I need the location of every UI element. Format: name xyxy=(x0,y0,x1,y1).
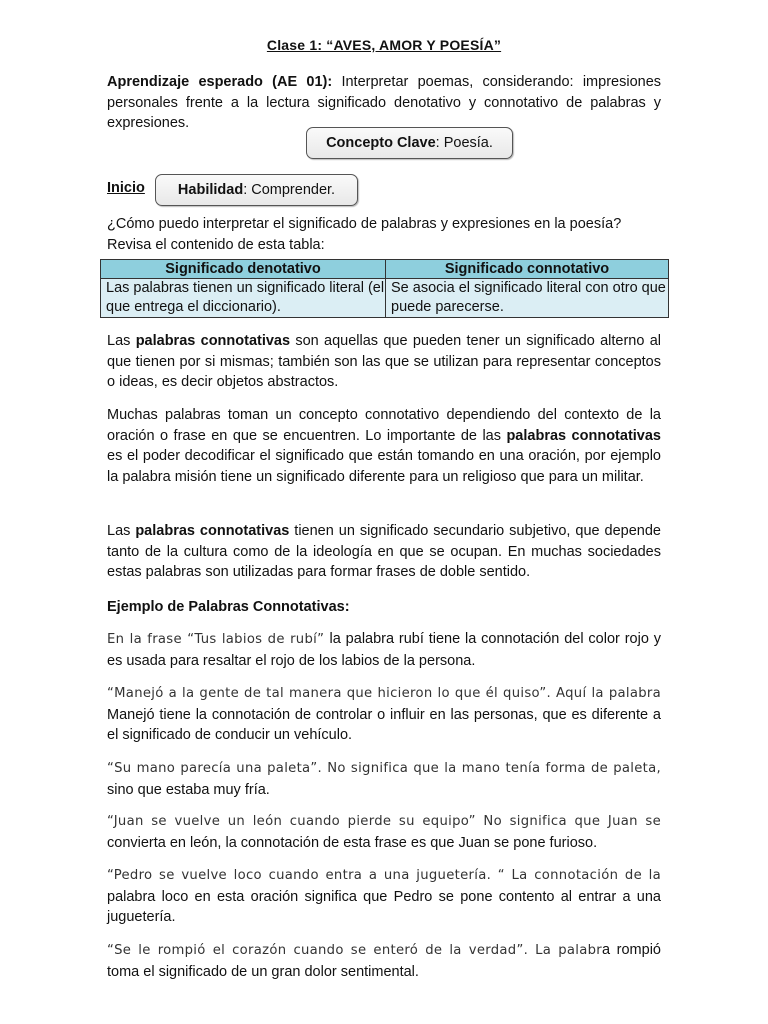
paragraph-subjective xyxy=(107,521,661,583)
example-quote: “Juan se vuelve un león cuando pierde su equipo” No significa que Juan se xyxy=(107,814,661,829)
example-quote: “Su mano parecía una paleta”. No significa que la mano tenía forma de paleta, xyxy=(107,761,661,776)
question-text xyxy=(107,214,687,255)
paragraph-text: Las xyxy=(107,523,136,539)
example-quote: “Manejó a la gente de tal manera que hicieron lo que él quiso”. Aquí la palabra xyxy=(107,686,661,701)
key-concept-value: : Poesía. xyxy=(435,135,493,151)
example-item xyxy=(107,940,661,982)
example-quote: En la frase “Tus labios de rubí” xyxy=(107,632,330,647)
table-header: Significado connotativo xyxy=(386,260,669,279)
example-explanation: Manejó tiene la connotación de controlar o influir en las personas, que es diferente a el significado de conducir un vehículo. xyxy=(107,706,661,743)
table-cell: Se asocia el significado literal con otro que puede parecerse. xyxy=(386,279,669,318)
bold-term: palabras connotativas xyxy=(135,523,290,539)
table-header: Significado denotativo xyxy=(101,260,386,279)
bold-term: palabras connotativas xyxy=(506,427,661,444)
paragraph-text: son aquellas que pueden tener un significado alterno al que tienen por si mismas; también son las que se utilizan para representar conceptos o ideas, es decir objetos abstractos. xyxy=(107,333,661,390)
example-explanation: a rompió toma el significado de un gran dolor sentimental. xyxy=(107,942,661,980)
key-concept-label: Concepto Clave xyxy=(326,135,436,151)
table-cell: Las palabras tienen un significado literal (el que entrega el diccionario). xyxy=(101,279,386,318)
example-item xyxy=(107,758,661,800)
example-item xyxy=(107,865,661,928)
skill-value: : Comprender. xyxy=(243,182,336,198)
example-quote: “Pedro se vuelve loco cuando entra a una juguetería. “ La connotación de la xyxy=(107,868,661,883)
example-item xyxy=(107,811,661,853)
skill-label: Habilidad xyxy=(177,182,244,198)
example-explanation: la palabra rubí tiene la connotación del color rojo y es usada para resaltar el rojo de los labios de la persona. xyxy=(107,631,661,669)
paragraph-text: tienen un significado secundario subjetivo, que depende tanto de la cultura como de la ideología en que se ocupan. En muchas sociedades estas palabras son utilizadas para formar frases de doble sentido. xyxy=(107,523,661,580)
examples-heading: Ejemplo de Palabras Connotativas: xyxy=(107,599,350,615)
example-item xyxy=(107,629,661,671)
skill-box xyxy=(155,174,358,206)
paragraph-text: Muchas palabras toman un concepto connotativo dependiendo del contexto de la oración o frase en que se encuentren. Lo importante de las xyxy=(107,407,661,444)
table-header-row xyxy=(101,260,669,279)
example-item xyxy=(107,683,661,746)
learning-objective xyxy=(107,72,661,134)
paragraph-connotative-definition xyxy=(107,331,661,393)
question-line-2: Revisa el contenido de esta tabla: xyxy=(107,236,325,253)
meaning-table xyxy=(100,259,669,318)
table-row xyxy=(101,279,669,318)
example-explanation: convierta en león, la connotación de esta frase es que Juan se pone furioso. xyxy=(107,834,598,851)
page-title: Clase 1: “AVES, AMOR Y POESÍA” xyxy=(266,37,502,53)
key-concept-box xyxy=(306,127,513,159)
paragraph-text: Las xyxy=(107,333,136,349)
example-quote: “Se le rompió el corazón cuando se enteró de la verdad”. La palabr xyxy=(107,943,603,958)
paragraph-text: es el poder decodificar el significado que están tomando en una oración, por ejemplo la palabra misión tiene un significado diferente para un religioso que para un militar. xyxy=(107,448,661,485)
question-line-1: ¿Cómo puedo interpretar el significado de palabras y expresiones en la poesía? xyxy=(107,216,622,232)
paragraph-context xyxy=(107,405,661,487)
bold-term: palabras connotativas xyxy=(135,333,291,349)
example-explanation: palabra loco en esta oración significa que Pedro se pone contento al entrar a una juguetería. xyxy=(107,888,661,925)
example-explanation: sino que estaba muy fría. xyxy=(107,781,270,798)
learning-objective-text: Interpretar poemas, considerando: impresiones personales frente a la lectura significado denotativo y connotativo de palabras y expresiones. xyxy=(107,74,662,131)
section-heading-inicio: Inicio xyxy=(107,180,145,196)
learning-objective-label: Aprendizaje esperado (AE 01): xyxy=(107,74,333,90)
